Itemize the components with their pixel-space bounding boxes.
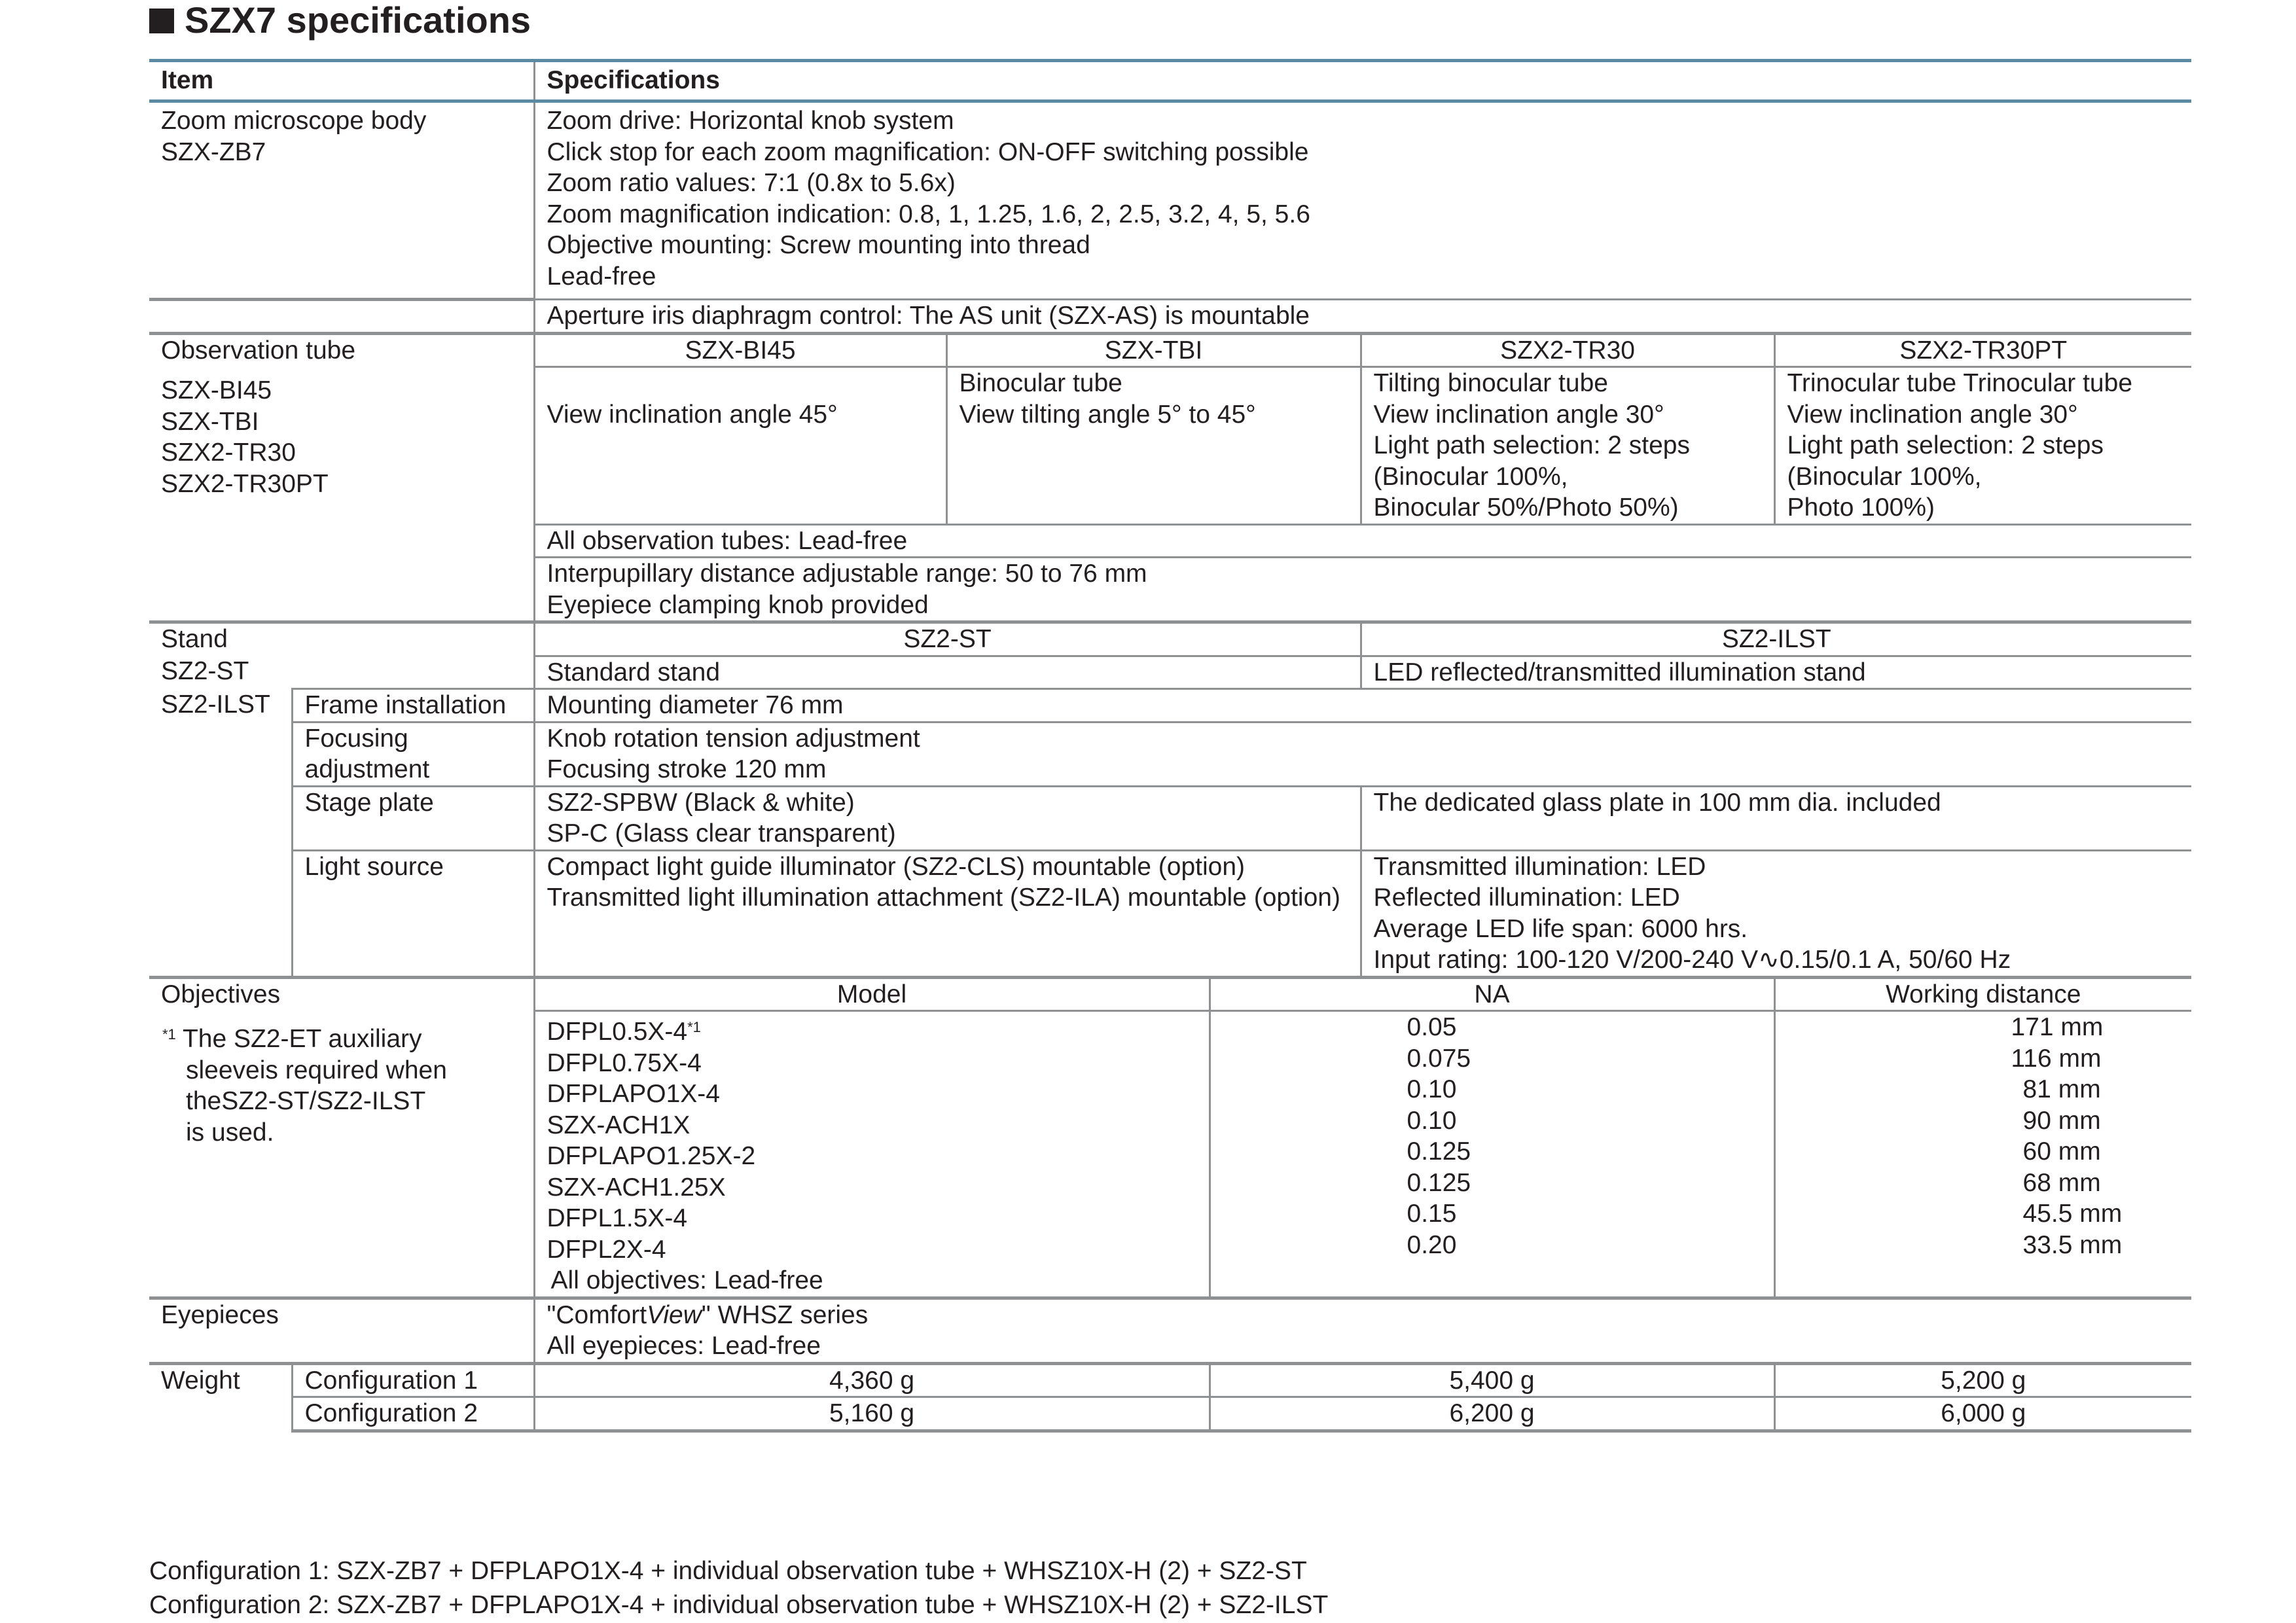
tube-col-header: SZX2-TR30 bbox=[1361, 333, 1774, 367]
note-mark: *1 bbox=[687, 1019, 701, 1035]
tube-model: SZX-TBI bbox=[161, 407, 259, 436]
col-model: Model bbox=[534, 977, 1210, 1011]
spec-table bbox=[149, 59, 2191, 1433]
table-header-row bbox=[149, 61, 2191, 101]
eyepieces-spec bbox=[534, 1298, 2191, 1363]
observation-tube-label bbox=[149, 333, 534, 622]
zoom-spec-line: Zoom drive: Horizontal knob system bbox=[547, 107, 954, 135]
tube-desc-line: (Binocular 100%, bbox=[1787, 462, 1982, 491]
stage-st bbox=[534, 786, 1361, 850]
objective-model: DFPLAPO1.25X-2 bbox=[547, 1142, 756, 1170]
tube-desc-line: Binocular tube bbox=[959, 369, 1122, 397]
light-st bbox=[534, 850, 1361, 977]
na-value: 0.05 bbox=[1407, 1013, 1457, 1041]
stand-type: LED reflected/transmitted illumination stand bbox=[1361, 656, 2191, 689]
footnote: Configuration 2: SZX-ZB7 + DFPLAPO1X-4 + individual observation tube + WHSZ10X-H (2) + SZ2-ILST bbox=[149, 1591, 1329, 1619]
focus-value bbox=[534, 722, 2191, 786]
weight-value: 4,360 g bbox=[534, 1363, 1210, 1397]
wd-value: 33.5 mm bbox=[2022, 1230, 2123, 1259]
na-value: 0.15 bbox=[1407, 1200, 1457, 1228]
tube-desc-line: View tilting angle 5° to 45° bbox=[959, 400, 1256, 429]
objective-model: SZX-ACH1.25X bbox=[547, 1173, 726, 1202]
tube-desc-line: Trinocular tube Trinocular tube bbox=[1787, 369, 2133, 397]
header-item: Item bbox=[149, 61, 534, 101]
objectives-note bbox=[161, 1019, 522, 1055]
tube-desc-line bbox=[547, 368, 934, 399]
eyepieces-line bbox=[547, 1300, 2180, 1331]
objectives-label bbox=[149, 977, 534, 1298]
stage-label: Stage plate bbox=[292, 786, 534, 850]
weight-row-2 bbox=[149, 1397, 2191, 1431]
light-label: Light source bbox=[292, 850, 534, 977]
focus-label-line: adjustment bbox=[304, 755, 430, 783]
zoom-spec-line: Click stop for each zoom magnification: ON-OFF switching possible bbox=[547, 137, 1309, 166]
weight-label: Weight bbox=[149, 1363, 292, 1431]
stand-model: SZ2-ST bbox=[161, 657, 249, 685]
light-line: Average LED life span: 6000 hrs. bbox=[1373, 914, 1748, 943]
na-value: 0.075 bbox=[1407, 1044, 1471, 1073]
zoom-spec-line: Objective mounting: Screw mounting into thread bbox=[547, 231, 1090, 259]
zoom-body-specs bbox=[534, 101, 2191, 300]
ipd-line: Eyepiece clamping knob provided bbox=[547, 590, 929, 619]
eyepieces-line: All eyepieces: Lead-free bbox=[547, 1332, 821, 1360]
zoom-spec-line: Zoom ratio values: 7:1 (0.8x to 5.6x) bbox=[547, 169, 956, 197]
focus-label-line: Focusing bbox=[304, 724, 408, 753]
zoom-body-name: Zoom microscope body bbox=[161, 107, 427, 135]
objective-model: SZX-ACH1X bbox=[547, 1111, 691, 1139]
wd-value: 171 mm bbox=[2011, 1013, 2104, 1041]
wd-value: 90 mm bbox=[2022, 1106, 2101, 1135]
weight-value: 5,200 g bbox=[1774, 1363, 2191, 1397]
zoom-body-model: SZX-ZB7 bbox=[161, 137, 266, 166]
objectives-name: Objectives bbox=[161, 980, 281, 1008]
objective-wd bbox=[1774, 1011, 2191, 1298]
tube-model: SZX2-TR30 bbox=[161, 438, 296, 467]
tube-desc bbox=[1774, 367, 2191, 525]
tube-desc-line: View inclination angle 30° bbox=[1787, 400, 2078, 429]
note-line: sleeveis required when bbox=[186, 1056, 447, 1084]
note-line: theSZ2-ST/SZ2-ILST bbox=[186, 1087, 426, 1115]
weight-value: 6,000 g bbox=[1774, 1397, 2191, 1431]
objective-model: DFPL1.5X-4 bbox=[547, 1204, 688, 1232]
zoom-spec-line: Zoom magnification indication: 0.8, 1, 1.25, 1.6, 2, 2.5, 3.2, 4, 5, 5.6 bbox=[547, 200, 1310, 228]
objective-model bbox=[547, 1012, 1197, 1048]
observation-tube-name: Observation tube bbox=[161, 336, 356, 365]
stand-stage-row bbox=[149, 786, 2191, 850]
tube-desc-line: Tilting binocular tube bbox=[1373, 369, 1608, 397]
light-line: Transmitted illumination: LED bbox=[1373, 852, 1706, 881]
tube-desc bbox=[534, 367, 946, 525]
objective-model: DFPLAPO1X-4 bbox=[547, 1080, 720, 1108]
tube-col-header: SZX2-TR30PT bbox=[1774, 333, 2191, 367]
aperture-row bbox=[149, 300, 2191, 334]
stage-ilst: The dedicated glass plate in 100 mm dia. included bbox=[1361, 786, 2191, 850]
wd-value: 81 mm bbox=[2022, 1075, 2101, 1103]
objective-na bbox=[1210, 1011, 1774, 1298]
stand-type-row bbox=[149, 656, 2191, 689]
aperture-label-cell bbox=[149, 300, 534, 334]
note-line: The SZ2-ET auxiliary bbox=[182, 1025, 422, 1053]
objective-model: DFPL0.75X-4 bbox=[547, 1048, 702, 1077]
observation-tube-header-row bbox=[149, 333, 2191, 367]
stand-col-header: SZ2-ILST bbox=[1361, 622, 2191, 656]
eyepieces-line-italic: View bbox=[647, 1300, 702, 1329]
wd-value: 116 mm bbox=[2011, 1044, 2102, 1073]
tube-model: SZX-BI45 bbox=[161, 376, 272, 404]
wd-value: 68 mm bbox=[2022, 1168, 2101, 1197]
objectives-header-row bbox=[149, 977, 2191, 1011]
weight-row-1 bbox=[149, 1363, 2191, 1397]
tube-desc-line: (Binocular 100%, bbox=[1373, 462, 1568, 491]
col-na: NA bbox=[1210, 977, 1774, 1011]
tube-lead-free: All observation tubes: Lead-free bbox=[534, 524, 2191, 558]
section-title-text: SZX7 specifications bbox=[185, 0, 531, 41]
light-line: Reflected illumination: LED bbox=[1373, 883, 1680, 912]
zoom-body-row bbox=[149, 101, 2191, 300]
focus-line: Focusing stroke 120 mm bbox=[547, 755, 827, 783]
stand-light-row bbox=[149, 850, 2191, 977]
stand-header-row bbox=[149, 622, 2191, 656]
wd-value: 60 mm bbox=[2022, 1137, 2101, 1166]
header-specifications: Specifications bbox=[534, 61, 2191, 101]
weight-value: 6,200 g bbox=[1210, 1397, 1774, 1431]
footnote: Configuration 1: SZX-ZB7 + DFPLAPO1X-4 + individual observation tube + WHSZ10X-H (2) + SZ2-ST bbox=[149, 1557, 1307, 1585]
footnotes bbox=[149, 1554, 1328, 1622]
note-line: is used. bbox=[186, 1118, 274, 1147]
objective-model-text: DFPL0.5X-4 bbox=[547, 1018, 688, 1046]
tube-desc-line: Light path selection: 2 steps bbox=[1787, 431, 2104, 459]
na-value: 0.125 bbox=[1407, 1137, 1471, 1166]
section-title bbox=[149, 0, 531, 41]
stage-line: SZ2-SPBW (Black & white) bbox=[547, 788, 855, 817]
ipd-line: Interpupillary distance adjustable range: 50 to 76 mm bbox=[547, 560, 1147, 588]
tube-desc-line: Photo 100%) bbox=[1787, 493, 1935, 522]
light-line: Transmitted light illumination attachment (SZ2-ILA) mountable (option) bbox=[547, 883, 1340, 912]
focus-label bbox=[292, 722, 534, 786]
na-value: 0.125 bbox=[1407, 1168, 1471, 1197]
light-line: Input rating: 100-120 V/200-240 V∿0.15/0.1 A, 50/60 Hz bbox=[1373, 946, 2011, 974]
config-name: Configuration 2 bbox=[292, 1397, 534, 1431]
stand-label: Stand bbox=[149, 622, 534, 656]
tube-col-header: SZX-BI45 bbox=[534, 333, 946, 367]
tube-desc bbox=[1361, 367, 1774, 525]
eyepieces-label: Eyepieces bbox=[149, 1298, 534, 1363]
square-bullet-icon bbox=[149, 9, 174, 33]
na-value: 0.20 bbox=[1407, 1230, 1457, 1259]
focus-line: Knob rotation tension adjustment bbox=[547, 724, 920, 753]
frame-value: Mounting diameter 76 mm bbox=[534, 689, 2191, 722]
tube-desc-line: Light path selection: 2 steps bbox=[1373, 431, 1690, 459]
col-working-distance: Working distance bbox=[1774, 977, 2191, 1011]
tube-desc-line: View inclination angle 30° bbox=[1373, 400, 1664, 429]
wd-value: 45.5 mm bbox=[2022, 1200, 2123, 1228]
tube-col-header: SZX-TBI bbox=[946, 333, 1361, 367]
weight-value: 5,160 g bbox=[534, 1397, 1210, 1431]
tube-desc-line: Binocular 50%/Photo 50%) bbox=[1373, 493, 1679, 522]
weight-value: 5,400 g bbox=[1210, 1363, 1774, 1397]
na-value: 0.10 bbox=[1407, 1106, 1457, 1135]
light-line: Compact light guide illuminator (SZ2-CLS) mountable (option) bbox=[547, 852, 1245, 881]
stand-col-header: SZ2-ST bbox=[534, 622, 1361, 656]
na-value: 0.10 bbox=[1407, 1075, 1457, 1103]
eyepieces-line-part: " WHSZ series bbox=[701, 1300, 869, 1329]
aperture-spec: Aperture iris diaphragm control: The AS unit (SZX-AS) is mountable bbox=[534, 300, 2191, 334]
tube-ipd bbox=[534, 558, 2191, 622]
light-ilst bbox=[1361, 850, 2191, 977]
stand-type: Standard stand bbox=[534, 656, 1361, 689]
objectives-lead-free: All objectives: Lead-free bbox=[550, 1266, 823, 1294]
objective-models bbox=[534, 1011, 1210, 1298]
objective-model: DFPL2X-4 bbox=[547, 1235, 666, 1264]
tube-desc-line: View inclination angle 45° bbox=[547, 400, 838, 429]
stand-model: SZ2-ILST bbox=[161, 690, 270, 719]
config-name: Configuration 1 bbox=[292, 1363, 534, 1397]
stage-line: SP-C (Glass clear transparent) bbox=[547, 819, 896, 847]
tube-desc bbox=[946, 367, 1361, 525]
frame-label: Frame installation bbox=[292, 689, 534, 722]
note-mark: *1 bbox=[162, 1026, 176, 1043]
stand-frame-row bbox=[149, 689, 2191, 722]
zoom-spec-line: Lead-free bbox=[547, 262, 656, 291]
tube-model: SZX2-TR30PT bbox=[161, 469, 329, 498]
eyepieces-line-part: "Comfort bbox=[547, 1300, 647, 1329]
eyepieces-row bbox=[149, 1298, 2191, 1363]
stand-focus-row bbox=[149, 722, 2191, 786]
zoom-body-label bbox=[149, 101, 534, 300]
